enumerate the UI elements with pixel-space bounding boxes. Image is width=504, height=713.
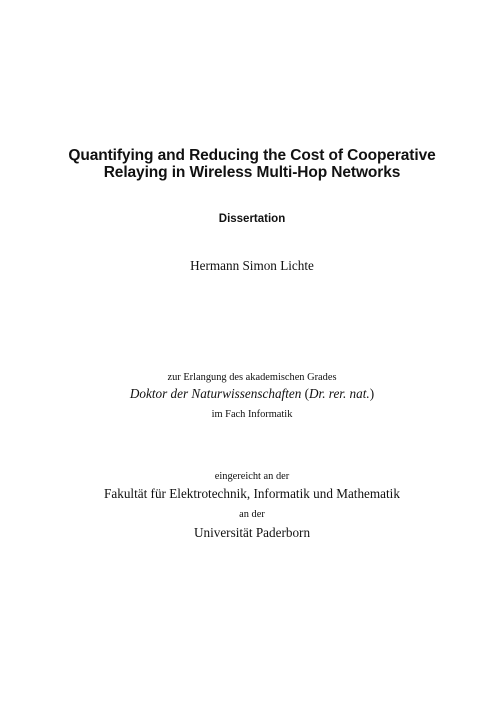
degree-abbreviation: Dr. rer. nat.: [309, 386, 370, 401]
at-label: an der: [239, 509, 265, 520]
degree-subject: im Fach Informatik: [211, 409, 293, 420]
degree-paren-open: (: [301, 386, 310, 401]
degree-name: [0, 386, 504, 402]
submitted-to-label: eingereicht an der: [214, 471, 290, 482]
thesis-title-line-2: Relaying in Wireless Multi-Hop Networks: [103, 164, 401, 181]
degree-paren-close: ): [369, 386, 375, 401]
author-name: Hermann Simon Lichte: [190, 258, 314, 273]
document-type: Dissertation: [218, 213, 286, 225]
university-name: Universität Paderborn: [193, 525, 311, 540]
degree-purpose: zur Erlangung des akademischen Grades: [167, 372, 337, 383]
faculty-name: Fakultät für Elektrotechnik, Informatik und Mathematik: [104, 486, 400, 501]
degree-name-full: Doktor der Naturwissenschaften: [129, 386, 302, 401]
thesis-title-line-1: Quantifying and Reducing the Cost of Cooperative: [68, 147, 436, 164]
